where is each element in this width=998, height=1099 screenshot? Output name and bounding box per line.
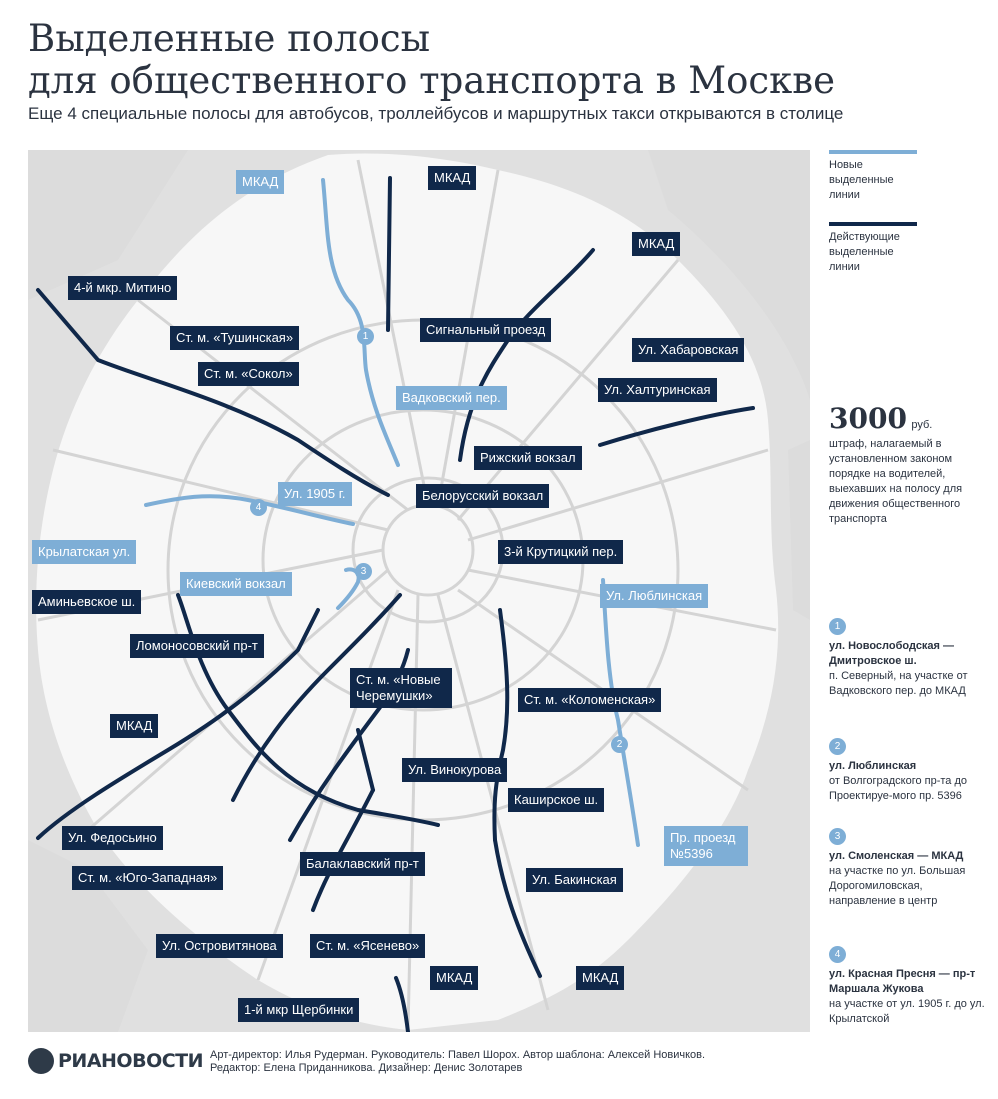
label-mkad-top-left: МКАД bbox=[236, 170, 284, 194]
credits bbox=[210, 1049, 705, 1075]
label-proezd: Пр. проезд №5396 bbox=[664, 826, 748, 866]
label-bakinskaya: Ул. Бакинская bbox=[526, 868, 623, 892]
credits-line-2: Редактор: Елена Приданникова. Дизайнер: Денис Золотарев bbox=[210, 1062, 523, 1074]
note-3-title: ул. Смоленская — МКАД bbox=[829, 850, 964, 862]
label-kolomenskaya: Ст. м. «Коломенская» bbox=[518, 688, 661, 712]
note-2 bbox=[829, 738, 989, 804]
note-4-title: ул. Красная Пресня — пр-т Маршала Жукова bbox=[829, 968, 976, 995]
label-vinokurova: Ул. Винокурова bbox=[402, 758, 507, 782]
label-yugo-zapadnaya: Ст. м. «Юго-Западная» bbox=[72, 866, 223, 890]
label-belorussky: Белорусский вокзал bbox=[416, 484, 549, 508]
label-sokol: Ст. м. «Сокол» bbox=[198, 362, 299, 386]
note-4-badge: 4 bbox=[829, 946, 846, 963]
legend-existing-text: Действующие выделенные линии bbox=[829, 231, 900, 273]
fine-amount: 3000 bbox=[829, 402, 907, 435]
label-signalny: Сигнальный проезд bbox=[420, 318, 551, 342]
label-aminyevskoe: Аминьевское ш. bbox=[32, 590, 141, 614]
label-krutitsky: 3-й Крутицкий пер. bbox=[498, 540, 623, 564]
fine-block bbox=[829, 402, 979, 527]
label-lomonosovsky: Ломоносовский пр-т bbox=[130, 634, 264, 658]
legend-existing-line-swatch bbox=[829, 222, 917, 226]
note-3-badge: 3 bbox=[829, 828, 846, 845]
label-rizhsky: Рижский вокзал bbox=[474, 446, 582, 470]
label-mitino: 4-й мкр. Митино bbox=[68, 276, 177, 300]
label-mkad-top: МКАД bbox=[428, 166, 476, 190]
note-2-text: от Волгоградского пр-та до Проектируе-мого пр. 5396 bbox=[829, 775, 968, 802]
line-mkad-signalny bbox=[388, 178, 390, 330]
label-khabarovskaya: Ул. Хабаровская bbox=[632, 338, 744, 362]
title-line-1: Выделенные полосы bbox=[28, 17, 431, 60]
label-fedosyino: Ул. Федосьино bbox=[62, 826, 163, 850]
label-ostrovityanova: Ул. Островитянова bbox=[156, 934, 283, 958]
note-2-badge: 2 bbox=[829, 738, 846, 755]
credits-line-1: Арт-директор: Илья Рудерман. Руководитель: Павел Шорох. Автор шаблона: Алексей Новичков. bbox=[210, 1049, 706, 1061]
note-4-text: на участке от ул. 1905 г. до ул. Крылатской bbox=[829, 998, 985, 1025]
label-vadkovsky: Вадковский пер. bbox=[396, 386, 507, 410]
label-yasenevo: Ст. м. «Ясенево» bbox=[310, 934, 425, 958]
note-1-text: п. Северный, на участке от Вадковского пер. до МКАД bbox=[829, 670, 968, 697]
fine-unit: руб. bbox=[911, 419, 933, 431]
route-marker-4: 4 bbox=[250, 499, 267, 516]
title-line-2: для общественного транспорта в Москве bbox=[28, 59, 836, 102]
label-tushinskaya: Ст. м. «Тушинская» bbox=[170, 326, 299, 350]
note-1 bbox=[829, 618, 989, 699]
fine-description: штраф, налагаемый в установленном законом порядке на водителей, выехавших на полосу для движения общественного транспорта bbox=[829, 438, 963, 525]
legend-new-text: Новые выделенные линии bbox=[829, 159, 894, 201]
label-balaklavsky: Балаклавский пр-т bbox=[300, 852, 425, 876]
route-marker-1: 1 bbox=[357, 328, 374, 345]
note-1-badge: 1 bbox=[829, 618, 846, 635]
label-cheryomushki: Ст. м. «Новые Черемушки» bbox=[350, 668, 452, 708]
page-title bbox=[28, 18, 835, 102]
label-krylatskaya: Крылатская ул. bbox=[32, 540, 136, 564]
legend-new-line-swatch bbox=[829, 150, 917, 154]
label-kievsky: Киевский вокзал bbox=[180, 572, 292, 596]
label-mkad-bottom-right: МКАД bbox=[576, 966, 624, 990]
label-ul1905: Ул. 1905 г. bbox=[278, 482, 352, 506]
page-subtitle: Еще 4 специальные полосы для автобусов, троллейбусов и маршрутных такси открываются в столице bbox=[28, 104, 844, 123]
label-khalturinskaya: Ул. Халтуринская bbox=[598, 378, 717, 402]
label-shcherbinki: 1-й мкр Щербинки bbox=[238, 998, 359, 1022]
route-marker-2: 2 bbox=[611, 736, 628, 753]
label-kashirskoe: Каширское ш. bbox=[508, 788, 604, 812]
note-3 bbox=[829, 828, 989, 909]
ria-logo bbox=[28, 1048, 204, 1074]
logo-globe-icon bbox=[28, 1048, 54, 1074]
note-2-title: ул. Люблинская bbox=[829, 760, 917, 772]
label-mkad-left: МКАД bbox=[110, 714, 158, 738]
note-3-text: на участке по ул. Большая Дорогомиловская, направление в центр bbox=[829, 865, 966, 907]
route-marker-3: 3 bbox=[355, 563, 372, 580]
note-1-title: ул. Новослободская — Дмитровское ш. bbox=[829, 640, 955, 667]
label-lyublinskaya: Ул. Люблинская bbox=[600, 584, 708, 608]
note-4 bbox=[829, 946, 989, 1027]
label-mkad-top-right: МКАД bbox=[632, 232, 680, 256]
logo-text: РИАНОВОСТИ bbox=[58, 1050, 204, 1072]
label-mkad-bottom: МКАД bbox=[430, 966, 478, 990]
